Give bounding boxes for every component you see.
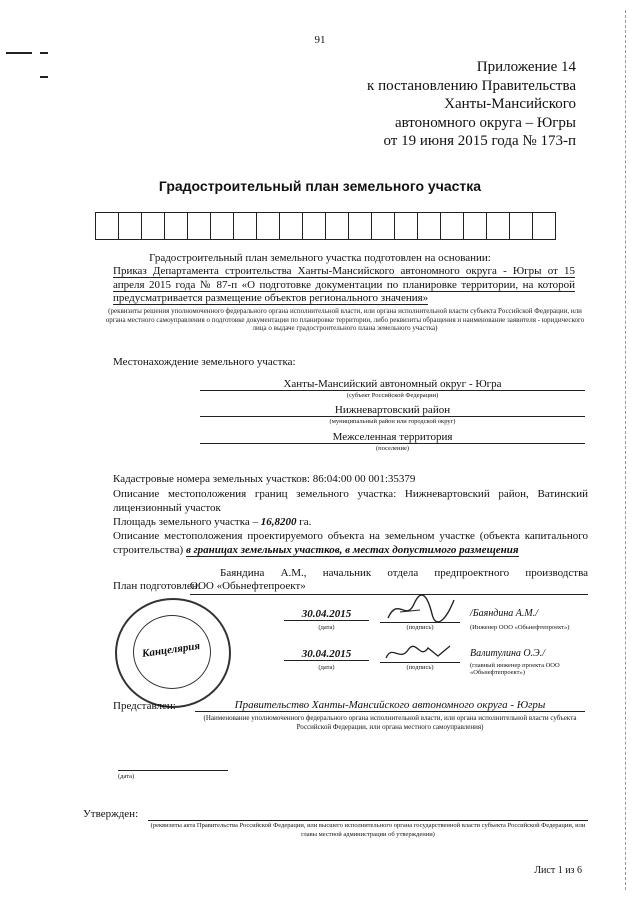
approved-label: Утвержден: xyxy=(83,808,139,820)
signature-2 xyxy=(380,648,460,663)
margin-mark xyxy=(40,52,48,54)
margin-mark xyxy=(6,52,32,54)
appendix-line: Ханты-Мансийского xyxy=(444,96,576,112)
grid-cell xyxy=(326,213,349,239)
margin-mark xyxy=(40,76,48,78)
preparer-position-word: производства xyxy=(525,567,588,579)
object-description xyxy=(113,530,588,557)
preparer-company: ООО «Обьнефтепроект» xyxy=(190,580,306,592)
grid-cell xyxy=(418,213,441,239)
signature-date-1: 30.04.2015 xyxy=(284,608,369,621)
grid-cell xyxy=(280,213,303,239)
area-label: Площадь земельного участка – xyxy=(113,516,261,528)
preparer-name-1: /Баяндина А.М./ xyxy=(470,608,539,619)
grid-cell xyxy=(303,213,326,239)
grid-cell xyxy=(96,213,119,239)
grid-cell xyxy=(464,213,487,239)
signature-2-icon xyxy=(380,640,460,664)
presented-caption: (Наименование уполномоченного федерального органа исполнительной власти, или органа исполнительной власти субъекта Российской Федерации, или органа местного самоуправления) xyxy=(203,714,577,731)
sign-caption: (подпись) xyxy=(406,624,434,631)
basis-order: Приказ Департамента строительства Ханты-Мансийского автономного округа - Югры от 15 апреля 2015 года № 87-п «О подготовке документации по планировке территории, на которой предусматривается размещение объектов регионального значения» xyxy=(113,265,575,304)
preparer-2-caption: (главный инженер проекта ООО «Обьнефтепроект») xyxy=(470,662,560,676)
prepared-label: План подготовлен: xyxy=(113,580,201,592)
preparer-name-2: Валитулина О.Э./ xyxy=(470,648,545,659)
grid-cell xyxy=(257,213,280,239)
object-label: Описание местоположения проектируемого объекта на земельном участке (объекта капитального строительства) xyxy=(113,530,588,556)
subject-caption: (субъект Российской Федерации) xyxy=(346,392,439,399)
area-line xyxy=(113,516,588,530)
appendix-header xyxy=(367,58,576,151)
location-label: Местонахождение земельного участка: xyxy=(113,356,296,368)
document-title: Градостроительный план земельного участка xyxy=(158,178,482,194)
preparer-position-word: предпроектного xyxy=(434,567,510,579)
grid-cell xyxy=(165,213,188,239)
seal-label: Канцелярия xyxy=(141,639,201,661)
object-value: в границах земельных участков, в местах допустимого размещения xyxy=(185,543,519,556)
sign-caption: (подпись) xyxy=(406,664,434,671)
grid-cell xyxy=(234,213,257,239)
grid-cell xyxy=(372,213,395,239)
district-caption: (муниципальный район или городской округ) xyxy=(329,418,456,425)
grid-cell xyxy=(441,213,464,239)
approved-line xyxy=(148,820,588,821)
grid-cell xyxy=(510,213,533,239)
approved-caption: (реквизиты акта Правительства Российской Федерации, или высшего исполнительного органа государственной власти субъекта Российской Федерации, или главы местной администрации об утверждении) xyxy=(150,822,586,838)
preparer-position-word: отдела xyxy=(387,567,419,579)
presented-label: Представлен: xyxy=(113,700,176,712)
grid-cell xyxy=(142,213,165,239)
appendix-line: Приложение 14 xyxy=(476,59,576,75)
preparer-position xyxy=(220,567,588,579)
boundaries-description: Описание местоположения границ земельного участка: Нижневартовский район, Ватинский лицензионный участок xyxy=(113,488,588,514)
district-field: Нижневартовский район xyxy=(200,404,585,417)
appendix-line: от 19 июня 2015 года № 173-п xyxy=(383,133,576,149)
appendix-line: автономного округа – Югры xyxy=(394,114,576,131)
signature-1-icon xyxy=(380,594,460,624)
sheet-number: Лист 1 из 6 xyxy=(534,865,582,876)
plan-number-grid xyxy=(95,212,556,240)
signature-1 xyxy=(380,608,460,623)
page-number: 91 xyxy=(314,34,326,46)
appendix-line: к постановлению Правительства xyxy=(367,77,576,94)
subject-field: Ханты-Мансийский автономный округ - Югра xyxy=(200,378,585,391)
scan-edge xyxy=(624,10,626,890)
preparer-position-word: Баяндина xyxy=(220,567,265,579)
area-value: 16,8200 xyxy=(260,516,297,528)
grid-cell xyxy=(188,213,211,239)
settlement-field: Межселенная территория xyxy=(200,431,585,444)
basis-caption: (реквизиты решения уполномоченного федерального органа исполнительной власти, или органа исполнительной власти субъекта Российской Федерации, или органа местного самоуправления о подготовке документации по планировке территории, либо реквизиты обращения и наименование заявителя - юридического лица о выдаче градостроительного плана земельного участка) xyxy=(105,307,585,332)
basis-text xyxy=(113,265,575,306)
presented-date-caption: (дата) xyxy=(118,770,228,780)
basis-heading: Градостроительный план земельного участка подготовлен на основании: xyxy=(149,252,491,264)
company-seal xyxy=(115,598,231,708)
grid-cell xyxy=(533,213,555,239)
presented-value: Правительство Ханты-Мансийского автономного округа - Югры xyxy=(195,699,585,712)
preparer-1-caption: (Инженер ООО «Обьнефтепроект») xyxy=(470,624,570,631)
date-caption: (дата) xyxy=(318,664,335,671)
date-caption: (дата) xyxy=(318,624,335,631)
cadastral-numbers: Кадастровые номера земельных участков: 86:04:00 00 001:35379 xyxy=(113,473,416,485)
grid-cell xyxy=(211,213,234,239)
signature-date-2: 30.04.2015 xyxy=(284,648,369,661)
preparer-position-word: начальник xyxy=(322,567,372,579)
preparer-position-word: А.М., xyxy=(280,567,307,579)
grid-cell xyxy=(349,213,372,239)
grid-cell xyxy=(119,213,142,239)
grid-cell xyxy=(487,213,510,239)
grid-cell xyxy=(395,213,418,239)
settlement-caption: (поселение) xyxy=(375,445,410,452)
area-unit: га. xyxy=(296,516,312,528)
